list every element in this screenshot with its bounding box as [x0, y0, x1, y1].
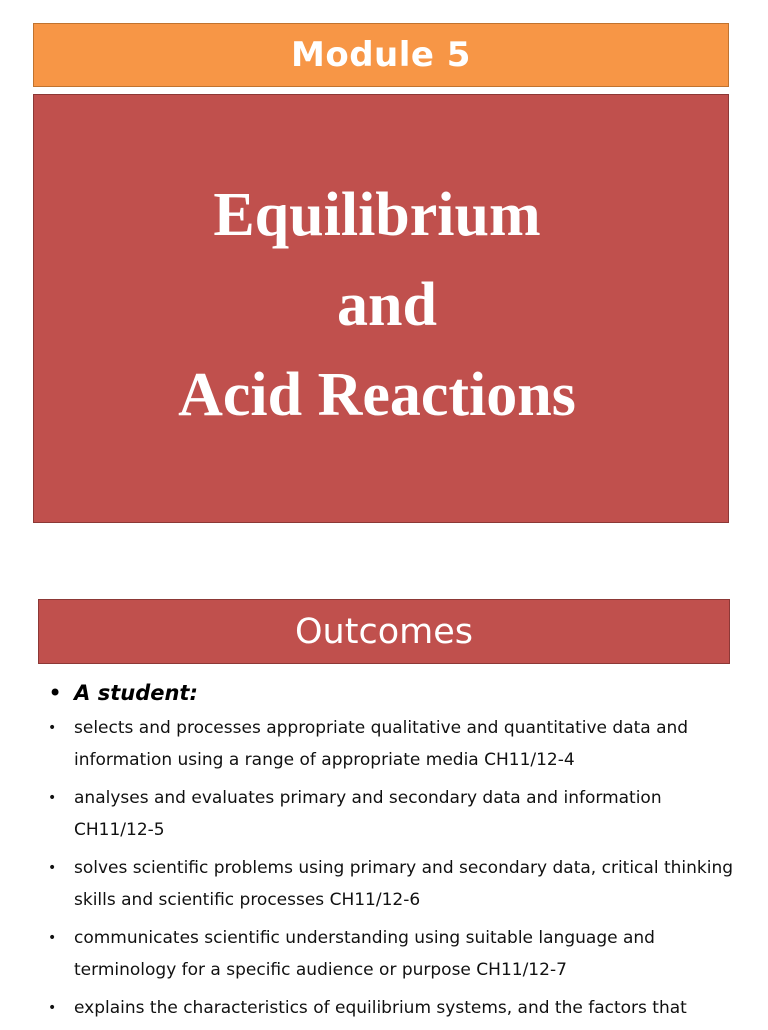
list-item	[48, 852, 738, 916]
title-line-3: Acid Reactions	[178, 361, 576, 429]
student-intro	[48, 676, 198, 710]
list-item	[48, 782, 738, 846]
module-title: Module 5	[291, 35, 471, 75]
bullet-icon: •	[48, 930, 57, 946]
bullet-icon: •	[48, 860, 57, 876]
list-item	[48, 712, 738, 776]
bullet-icon: •	[48, 790, 57, 806]
outcomes-heading: Outcomes	[295, 611, 473, 652]
list-item	[48, 992, 738, 1024]
outcome-text: communicates scientific understanding using suitable language and terminology for a specific audience or purpose CH11/12-7	[74, 928, 655, 980]
title-panel	[33, 94, 729, 523]
bullet-icon: •	[48, 679, 63, 707]
outcomes-banner	[38, 599, 730, 664]
outcome-list	[48, 712, 738, 1030]
list-item	[48, 922, 738, 986]
module-banner	[33, 23, 729, 87]
student-intro-text: A student:	[74, 681, 198, 705]
bullet-icon: •	[48, 720, 57, 736]
title-line-2: and	[337, 271, 437, 339]
outcome-text: analyses and evaluates primary and secondary data and information CH11/12-5	[74, 788, 662, 840]
outcome-text: solves scientific problems using primary and secondary data, critical thinking skills and scientific processes CH11/12-6	[74, 858, 734, 910]
title-line-1: Equilibrium	[213, 181, 541, 249]
outcome-text: explains the characteristics of equilibrium systems, and the factors that	[74, 998, 687, 1018]
bullet-icon: •	[48, 1000, 57, 1016]
outcome-text: selects and processes appropriate qualitative and quantitative data and information using a range of appropriate media CH11/12-4	[74, 718, 689, 770]
